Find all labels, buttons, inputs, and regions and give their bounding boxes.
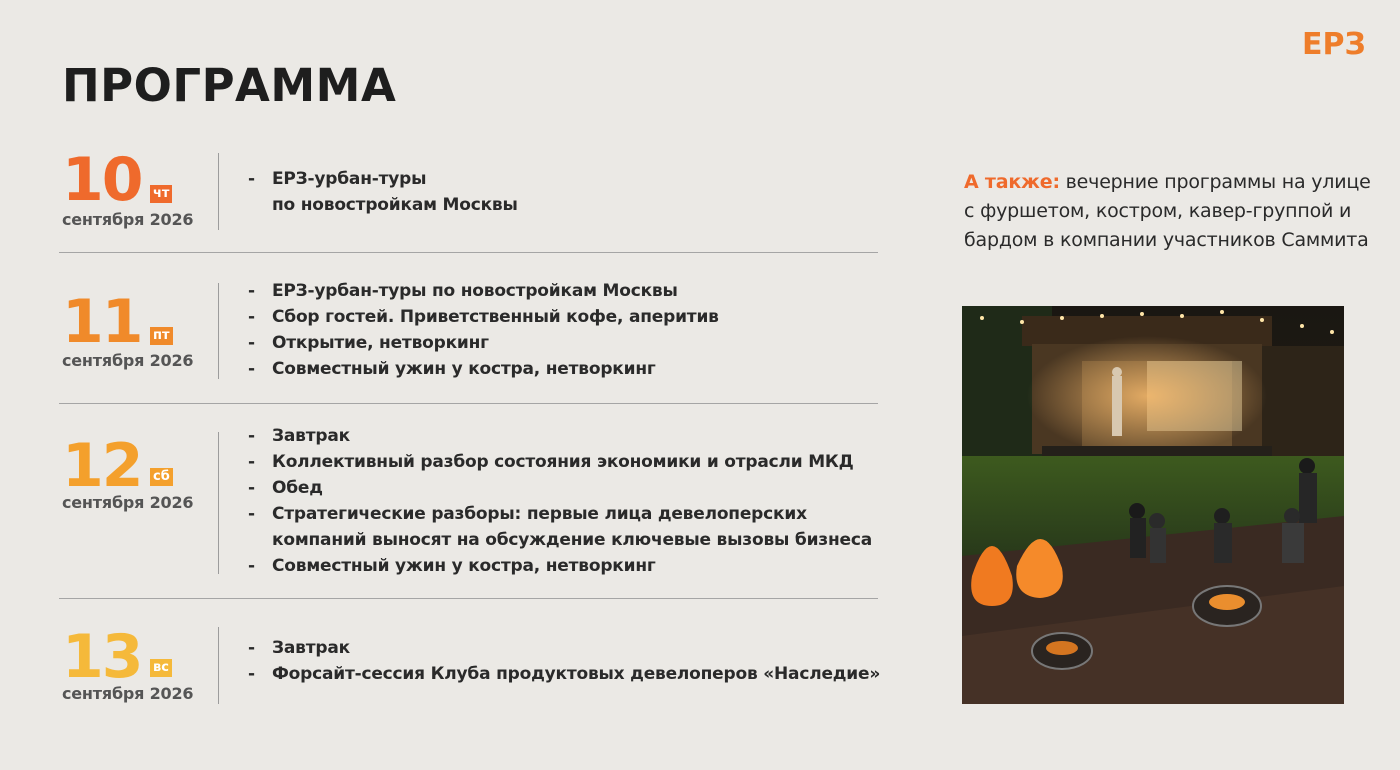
list-item: - Завтрак [248, 638, 350, 658]
day-10 [62, 145, 882, 232]
evening-event-photo [962, 306, 1344, 704]
schedule-list [248, 278, 719, 382]
schedule-list [248, 166, 518, 218]
separator [59, 403, 878, 404]
vertical-divider [218, 627, 219, 704]
list-item: - Завтрак [248, 426, 350, 446]
aside-accent: А также: [964, 171, 1060, 193]
list-item: - Совместный ужин у костра, нетворкинг [248, 556, 656, 576]
aside-text: вечерние программы на улице с фуршетом, костром, кавер-группой и бардом в компании участников Саммита [964, 171, 1371, 251]
date-month: сентября 2026 [62, 351, 194, 370]
weekday-badge: чт [150, 185, 172, 203]
list-item: - Открытие, нетворкинг [248, 333, 489, 353]
list-item: - Коллективный разбор состояния экономики и отрасли МКД [248, 452, 854, 472]
separator [59, 598, 878, 599]
date-number: 11 [62, 287, 142, 357]
day-13 [62, 622, 882, 705]
list-item: по новостройкам Москвы [272, 195, 518, 215]
list-item: - Совместный ужин у костра, нетворкинг [248, 359, 656, 379]
vertical-divider [218, 153, 219, 230]
date-number: 12 [62, 431, 142, 501]
list-item: - Обед [248, 478, 323, 498]
vertical-divider [218, 432, 219, 574]
date-month: сентября 2026 [62, 210, 194, 229]
evening-program-note [964, 168, 1384, 255]
schedule-list [248, 423, 872, 579]
schedule-list [248, 635, 880, 687]
weekday-badge: вс [150, 659, 172, 677]
list-item: - ЕРЗ-урбан-туры [248, 169, 427, 189]
day-11 [62, 282, 882, 380]
list-item: - Стратегические разборы: первые лица девелоперских [248, 504, 807, 524]
separator [59, 252, 878, 253]
date-number: 13 [62, 622, 142, 692]
weekday-badge: сб [150, 468, 173, 486]
erz-logo: ЕРЗ [1302, 27, 1366, 62]
vertical-divider [218, 283, 219, 379]
page-title: ПРОГРАММА [62, 59, 397, 112]
photo-illustration [962, 306, 1344, 704]
weekday-badge: пт [150, 327, 173, 345]
date-month: сентября 2026 [62, 684, 194, 703]
list-item: - Сбор гостей. Приветственный кофе, аперитив [248, 307, 719, 327]
day-12 [62, 426, 882, 576]
list-item: - ЕРЗ-урбан-туры по новостройкам Москвы [248, 281, 678, 301]
date-number: 10 [62, 145, 142, 215]
list-item: компаний выносят на обсуждение ключевые вызовы бизнеса [272, 530, 872, 550]
date-month: сентября 2026 [62, 493, 194, 512]
list-item: - Форсайт-сессия Клуба продуктовых девелоперов «Наследие» [248, 664, 881, 684]
